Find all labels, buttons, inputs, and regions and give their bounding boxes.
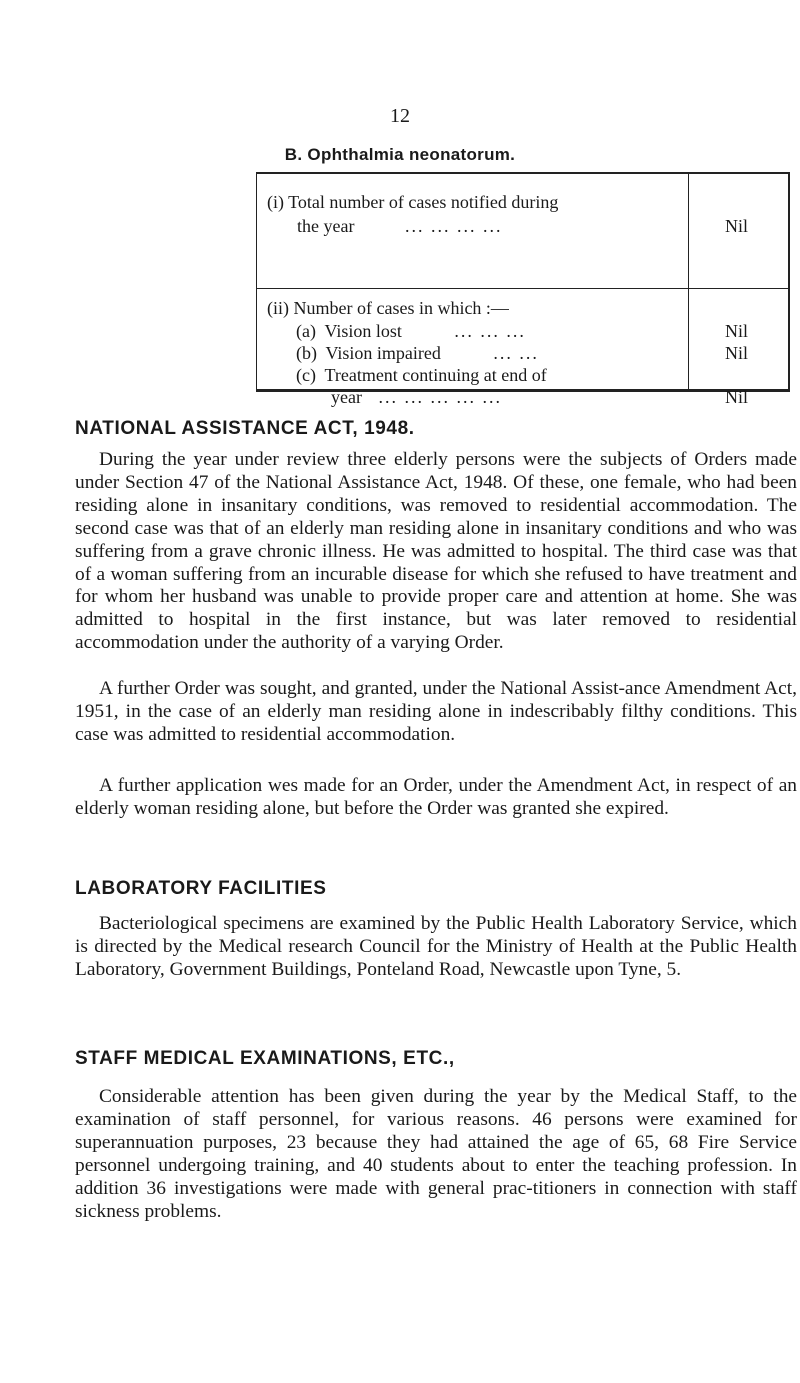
item-b-letter: (b) — [296, 343, 317, 363]
item-c-label2: year — [331, 387, 362, 407]
item-b-value: Nil — [725, 343, 749, 363]
national-assistance-paragraph-3: A further application wes made for an Order, under the Amendment Act, in respect of an elderly woman residing alone, but before the Order was granted she expired. — [75, 775, 797, 819]
item-c-letter: (c) — [296, 365, 316, 385]
item-c-label: Treatment continuing at end of — [324, 365, 547, 385]
item-c-value: Nil — [725, 387, 749, 407]
item-a-value: Nil — [725, 321, 749, 341]
row2-label: (ii) Number of cases in which :— — [267, 298, 509, 318]
row1-value: Nil — [725, 216, 749, 236]
row1-label-line1: (i) Total number of cases notified during — [267, 192, 559, 212]
staff-medical-heading: STAFF MEDICAL EXAMINATIONS, ETC., — [75, 1048, 455, 1069]
national-assistance-paragraph-2: A further Order was sought, and granted, under the National Assist-ance Amendment Act, 1951, in the case of an elderly man residing alone in indescribably filthy conditions. This case was admitted to residential accommodation. — [75, 678, 797, 745]
staff-medical-paragraph: Considerable attention has been given during the year by the Medical Staff, to the examination of staff personnel, for various reasons. 46 persons were examined for superannuation purposes, 23 because they had attained the age of 65, 68 Fire Service personnel undergoing training, and 40 students about to enter the teaching profession. In addition 36 investigations were made with general prac-titioners in connection with staff sickness problems. — [75, 1086, 797, 1222]
laboratory-heading: LABORATORY FACILITIES — [75, 878, 327, 899]
national-assistance-paragraph-1: During the year under review three elderly persons were the subjects of Orders made under Section 47 of the National Assistance Act, 1948. Of these, one female, who had been residing alone in insanitary conditions, was removed to residential accommodation. The second case was that of an elderly man residing alone in insanitary conditions and who was suffering from a grave chronic illness. He was admitted to hospital. The third case was that of a woman suffering from an incurable disease for which she refused to have treatment and for whom her husband was unable to provide proper care and attention at home. She was admitted to hospital in the first instance, but was later removed to residential accommodation under the authority of a varying Order. — [75, 449, 797, 654]
row1-label-text: the year — [297, 216, 355, 236]
item-c-leader-dots: ... ... ... ... ... — [378, 387, 502, 407]
row1-label-line2 — [297, 215, 502, 237]
row2-item-b — [296, 342, 539, 364]
row2-item-a — [296, 320, 526, 342]
national-assistance-heading: NATIONAL ASSISTANCE ACT, 1948. — [75, 418, 415, 439]
ophthalmia-table — [256, 172, 790, 407]
row2-item-c-line2 — [331, 386, 502, 408]
item-a-label: Vision lost — [324, 321, 402, 341]
item-b-leader-dots: ... ... — [493, 343, 539, 363]
section-b-title: B. Ophthalmia neonatorum. — [284, 145, 516, 164]
item-b-label: Vision impaired — [325, 343, 441, 363]
laboratory-paragraph: Bacteriological specimens are examined by the Public Health Laboratory Service, which is directed by the Medical research Council for the Ministry of Health at the Public Health Laboratory, Government Buildings, Ponteland Road, Newcastle upon Tyne, 5. — [75, 913, 797, 980]
item-a-leader-dots: ... ... ... — [454, 321, 526, 341]
table-row-divider — [257, 288, 788, 289]
item-a-letter: (a) — [296, 321, 316, 341]
row1-leader-dots: ... ... ... ... — [404, 216, 503, 236]
page-number: 12 — [390, 105, 410, 127]
table-column-divider — [688, 174, 689, 389]
row2-item-c — [296, 364, 547, 386]
